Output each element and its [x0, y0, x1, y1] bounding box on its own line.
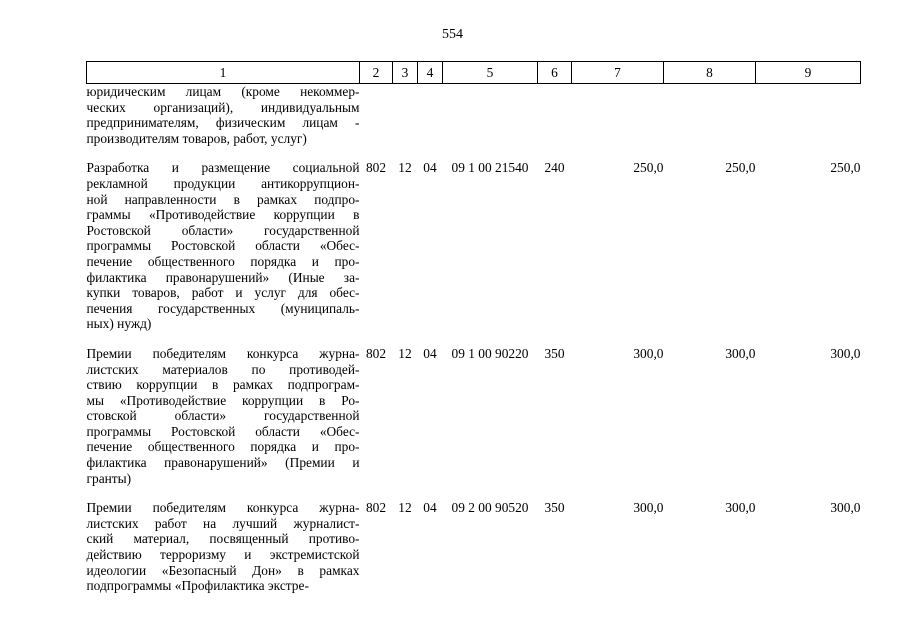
description-line: листских работ на лучший журналист-	[86, 515, 360, 531]
amount-2019: 300,0	[633, 345, 664, 361]
description-line: филактика правонарушений» (Иные за-	[86, 269, 360, 285]
description-line: ческих организаций), индивидуальным	[86, 99, 360, 115]
column-header-7: 7	[572, 62, 664, 84]
table-row	[87, 500, 861, 594]
description-line: программы Ростовской области «Обес-	[86, 423, 360, 439]
page-number: 554	[442, 27, 463, 42]
amount-2021: 300,0	[830, 500, 861, 516]
description-line: Разработка и размещение социальной	[86, 160, 360, 176]
expense-type: 350	[544, 345, 565, 361]
target-article: 09 1 00 21540	[451, 160, 529, 176]
subsection-code-2: 04	[423, 500, 437, 516]
description-line: юридическим лицам (кроме некоммер-	[86, 84, 360, 99]
section-code: 802	[365, 160, 387, 176]
description-line: мы «Противодействие коррупции в Ро-	[86, 392, 360, 408]
row-spacer	[87, 146, 861, 160]
description-line: предпринимателям, физическим лицам -	[86, 115, 360, 131]
description-line: Ростовской области» государственной	[86, 222, 360, 238]
description-line: ский материал, посвященный противо-	[86, 531, 360, 547]
table-row	[87, 160, 861, 332]
subsection-code	[393, 84, 418, 147]
description-line: стовской области» государственной	[86, 408, 360, 424]
expense-type	[538, 84, 572, 147]
amount-2019: 250,0	[633, 160, 664, 176]
subsection-code: 12	[398, 500, 412, 516]
table-row	[87, 346, 861, 486]
description-line: листских материалов по противодей-	[86, 361, 360, 377]
amount-2019	[572, 84, 664, 147]
column-header-4: 4	[418, 62, 443, 84]
description-line: ной направленности в рамках подпро-	[86, 191, 360, 207]
column-header-1: 1	[87, 62, 360, 84]
column-header-9: 9	[756, 62, 861, 84]
description-line: ных) нужд)	[86, 316, 152, 332]
expense-type: 240	[544, 160, 565, 176]
description-line: филактика правонарушений» (Премии и	[86, 455, 360, 471]
table-row	[87, 84, 861, 147]
expense-type: 350	[544, 500, 565, 516]
amount-2020: 300,0	[725, 345, 756, 361]
target-article: 09 2 00 90520	[451, 500, 529, 516]
description-line: ствию коррупции в рамках подпрограм-	[86, 377, 360, 393]
description-line: идеологии «Безопасный Дон» в рамках	[86, 562, 360, 578]
description-line: печения государственных (муниципаль-	[86, 300, 360, 316]
column-header-3: 3	[393, 62, 418, 84]
description-line: Премии победителям конкурса журна-	[86, 500, 360, 516]
row-description	[87, 346, 360, 486]
table-body	[87, 84, 861, 594]
target-article	[443, 84, 538, 147]
subsection-code-2	[418, 84, 443, 147]
description-line: граммы «Противодействие коррупции в	[86, 207, 360, 223]
section-code: 802	[365, 500, 387, 516]
amount-2020: 300,0	[725, 500, 756, 516]
row-spacer	[87, 332, 861, 346]
description-line: Премии победителям конкурса журна-	[86, 345, 360, 361]
amount-2021	[756, 84, 861, 147]
subsection-code: 12	[398, 160, 412, 176]
row-description	[87, 84, 360, 147]
column-header-2: 2	[360, 62, 393, 84]
description-line: гранты)	[86, 470, 132, 486]
description-line: печение общественного порядка и про-	[86, 253, 360, 269]
description-line: программы Ростовской области «Обес-	[86, 238, 360, 254]
description-line: подпрограммы «Профилактика экстре-	[86, 578, 309, 594]
table-header-row	[87, 62, 861, 84]
section-code	[360, 84, 393, 147]
subsection-code: 12	[398, 345, 412, 361]
row-description	[87, 160, 360, 332]
subsection-code-2: 04	[423, 345, 437, 361]
description-line: печение общественного порядка и про-	[86, 439, 360, 455]
column-header-6: 6	[538, 62, 572, 84]
description-line: действию терроризму и экстремистской	[86, 547, 360, 563]
amount-2019: 300,0	[633, 500, 664, 516]
description-line: купки товаров, работ и услуг для обес-	[86, 285, 360, 301]
amount-2020	[664, 84, 756, 147]
description-line: рекламной продукции антикоррупцион-	[86, 175, 360, 191]
target-article: 09 1 00 90220	[451, 345, 529, 361]
amount-2021: 250,0	[830, 160, 861, 176]
column-header-5: 5	[443, 62, 538, 84]
amount-2020: 250,0	[725, 160, 756, 176]
column-header-8: 8	[664, 62, 756, 84]
row-description	[87, 500, 360, 594]
amount-2021: 300,0	[830, 345, 861, 361]
budget-table	[86, 61, 861, 594]
row-spacer	[87, 486, 861, 500]
subsection-code-2: 04	[423, 160, 437, 176]
section-code: 802	[365, 345, 387, 361]
description-line: производителям товаров, работ, услуг)	[86, 130, 307, 146]
